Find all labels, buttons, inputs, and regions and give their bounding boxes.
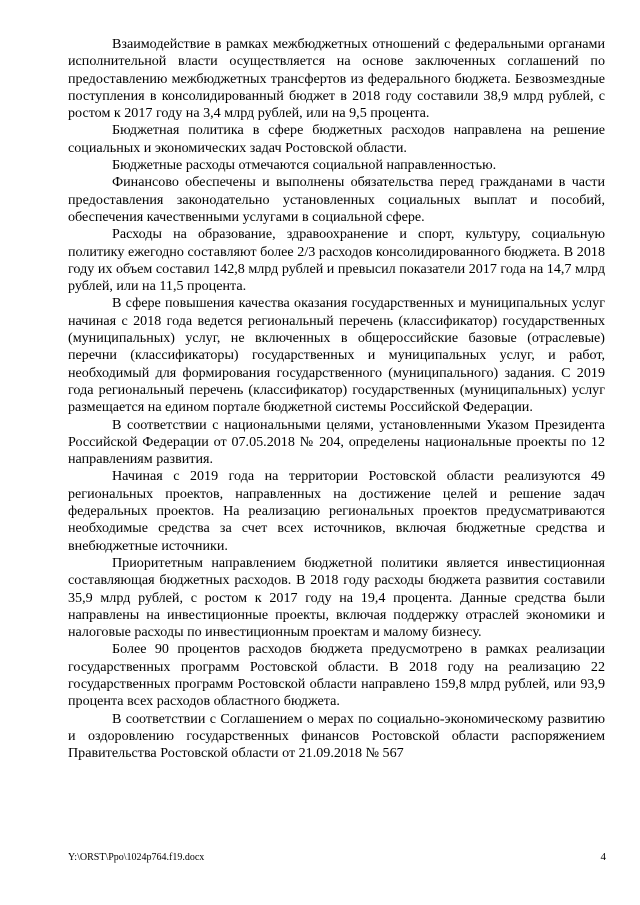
paragraph-agreement-measures: В соответствии с Соглашением о мерах по социально-экономическому развитию и оздоровлению государственных финансов Ростовской области распоряжением Правительства Ростовской области от 21.09.2018 № 567 [68,710,605,762]
footer-file-path: Y:\ORST\Ppo\1024p764.f19.docx [68,852,205,863]
paragraph-national-goals: В соответствии с национальными целями, установленными Указом Президента Российской Федерации от 07.05.2018 № 204, определены национальные проекты по 12 направлениям развития. [68,416,605,468]
page-number: 4 [600,851,606,863]
paragraph-budget-policy-expenditures: Бюджетная политика в сфере бюджетных расходов направлена на решение социальных и экономических задач Ростовской области. [68,122,605,156]
paragraph-investment-expenditures: Приоритетным направлением бюджетной политики является инвестиционная составляющая бюджетных расходов. В 2018 году расходы бюджета развития составили 35,9 млрд рублей, с ростом к 2017 году на 19,4 процента. Данные средства были направлены на инвестиционные проекты, включая поддержку отраслей экономики и налоговые расходы по инвестиционным проектам и малому бизнесу. [68,554,605,641]
paragraph-state-programs: Более 90 процентов расходов бюджета предусмотрено в рамках реализации государственных программ Ростовской области. В 2018 году на реализацию 22 государственных программ Ростовской области направлено 159,8 млрд рублей, или 93,9 процента всех расходов областного бюджета. [68,641,605,710]
paragraph-obligations-to-citizens: Финансово обеспечены и выполнены обязательства перед гражданами в части предоставления законодательно установленных социальных выплат и пособий, обеспечения качественными услугами в социальной сфере. [68,174,605,225]
paragraph-regional-projects: Начиная с 2019 года на территории Ростовской области реализуются 49 региональных проектов, направленных на достижение целей и решение задач федеральных проектов. На реализацию региональных проектов предусматриваются необходимые средства за счет всех источников, включая бюджетные средства и внебюджетные источники. [68,468,605,554]
paragraph-social-orientation: Бюджетные расходы отмечаются социальной направленностью. [112,157,497,174]
paragraph-social-sphere-expenditures: Расходы на образование, здравоохранение и спорт, культуру, социальную политику ежегодно составляют более 2/3 расходов консолидированного бюджета. В 2018 году их объем составил 142,8 млрд рублей и превысил показатели 2017 года на 14,7 млрд рублей, или на 11,5 процента. [68,226,605,295]
document-body [68,36,605,762]
paragraph-intergovernmental-transfers: Взаимодействие в рамках межбюджетных отношений с федеральными органами исполнительной власти осуществляется на основе заключенных соглашений по предоставлению межбюджетных трансфертов из федерального бюджета. Безвозмездные поступления в консолидированный бюджет в 2018 году составили 38,9 млрд рублей, с ростом к 2017 году на 3,4 млрд рублей, или на 9,5 процента. [68,36,605,122]
paragraph-regional-services-list: В сфере повышения качества оказания государственных и муниципальных услуг начиная с 2018 года ведется региональный перечень (классификатор) государственных (муниципальных) услуг, не включенных в общероссийские базовые (отраслевые) перечни (классификаторы) государственных и муниципальных услуг, и работ, необходимый для формирования государственного (муниципального) задания. С 2019 года региональный перечень (классификатор) государственных (муниципальных) услуг размещается на едином портале бюджетной системы Российской Федерации. [68,295,605,416]
